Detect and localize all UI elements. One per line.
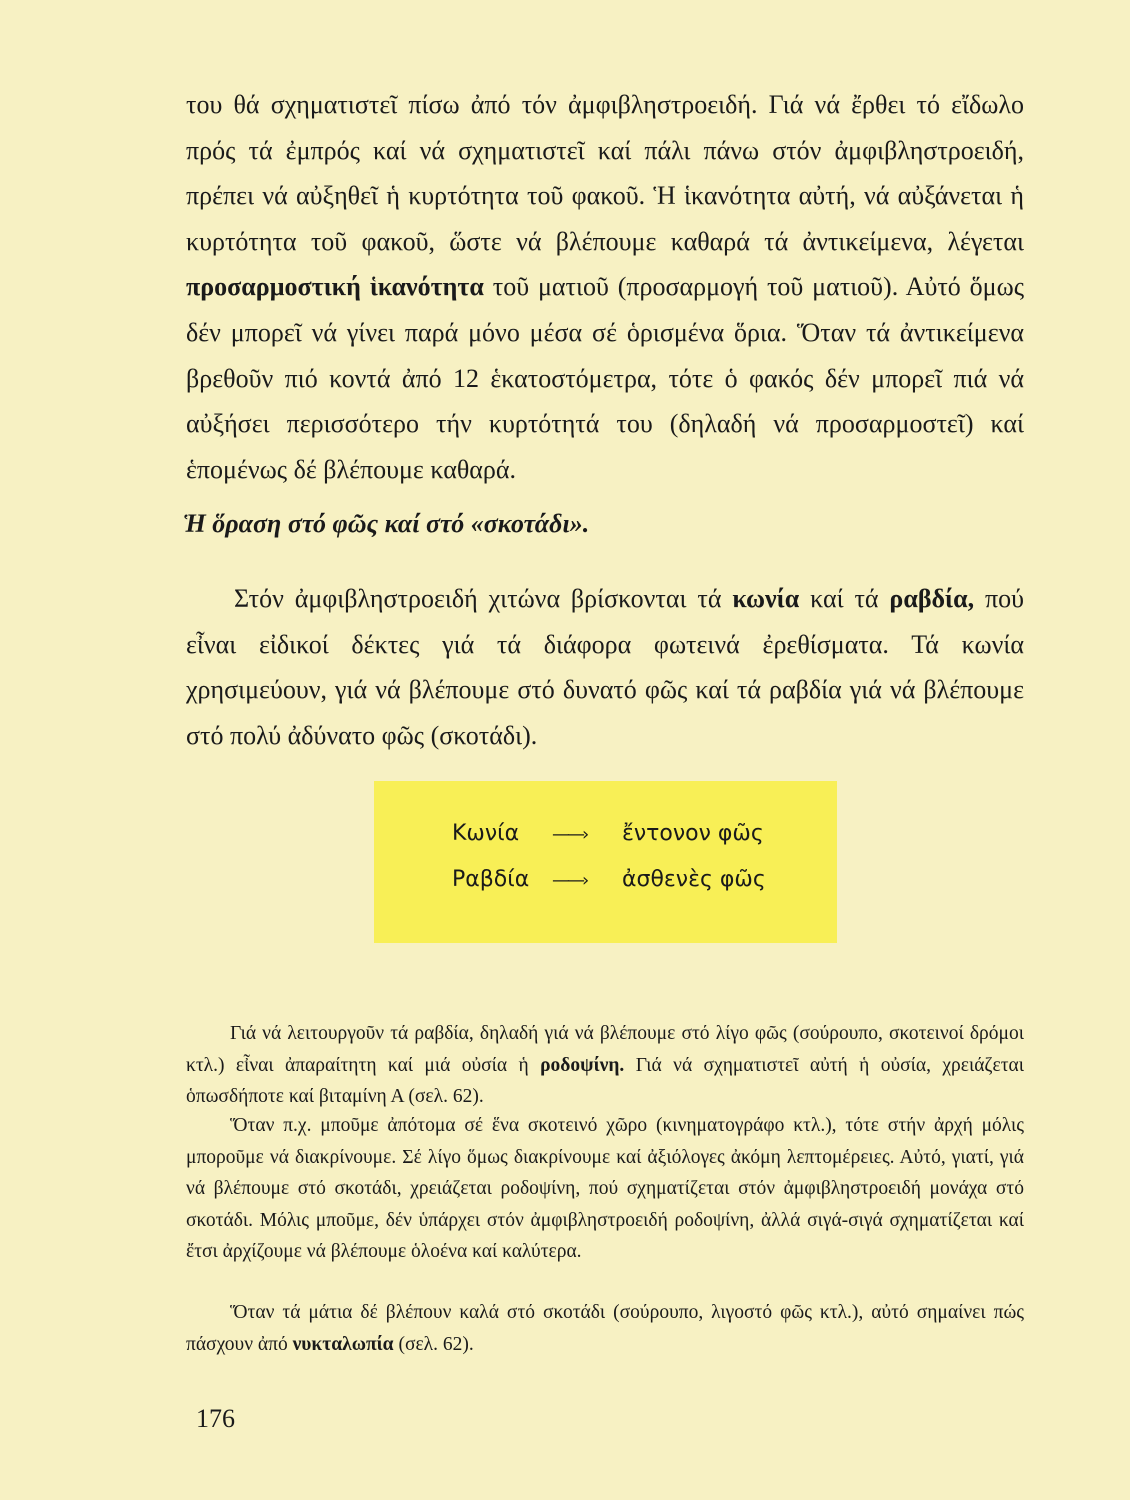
note-night-blindness [186,1297,1024,1360]
paragraph-cones-rods-text-1: Στόν ἀμφιβληστροειδή χιτώνα βρίσκονται τά [234,584,733,613]
paragraph-accommodation-text-end: τοῦ ματιοῦ (προσαρμογή τοῦ ματιοῦ). Αὐτό ὅμως δέν μπορεῖ νά γίνει παρά μόνο μέσα σέ ὁρισμένα ὅρια. Ὅταν τά ἀντικείμενα βρεθοῦν πιό κοντά ἀπό 12 ἑκατοστόμετρα, τότε ὁ φακός δέν μπορεῖ πιά νά αὐξήσει περισσότερο τήν κυρτότητά του (δηλαδή νά προσαρμοστεῖ) καί ἑπομένως δέ βλέπουμε καθαρά. [186,272,1024,484]
paragraph-accommodation [186,82,1024,492]
summary-meaning-intense-light: ἔντονον φῶς [622,821,764,846]
arrow-right-icon: ——› [552,870,587,891]
term-accommodative-ability: προσαρμοστική ἱκανότητα [186,272,484,302]
paragraph-accommodation-text-start: του θά σχηματιστεῖ πίσω ἀπό τόν ἀμφιβληστροειδή. Γιά νά ἔρθει τό εἴδωλο πρός τά ἐμπρός καί νά σχηματιστεῖ καί πάλι πάνω στόν ἀμφιβληστροειδή, πρέπει νά αὐξηθεῖ ἡ κυρτότητα τοῦ φακοῦ. Ἡ ἱκανότητα αὐτή, νά αὐξάνεται ἡ κυρτότητα τοῦ φακοῦ, ὥστε νά βλέπουμε καθαρά τά ἀντικείμενα, λέγεται [186,90,1024,256]
paragraph-cones-rods [186,576,1024,758]
summary-term-cones: Κωνία [452,821,520,846]
arrow-right-icon: ——› [552,824,587,845]
cones-rods-summary-box [374,781,837,943]
note-night-blindness-text-2: (σελ. 62). [393,1333,474,1355]
note-night-blindness-text-1: Ὅταν τά μάτια δέ βλέπουν καλά στό σκοτάδι (σούρουπο, λιγοστό φῶς κτλ.), αὐτό σημαίνει πώς πάσχουν ἀπό [186,1302,1024,1355]
summary-term-rods: Ραβδία [452,867,530,892]
note-rhodopsin [186,1018,1024,1113]
page-number: 176 [196,1404,235,1433]
term-rods: ραβδία, [889,584,975,613]
term-rhodopsin: ροδοψίνη. [540,1054,625,1076]
summary-meaning-weak-light: ἀσθενὲς φῶς [622,867,766,892]
summary-row-cones [452,821,764,846]
note-rhodopsin-text-1: Γιά νά λειτουργοῦν τά ραβδία, δηλαδή γιά νά βλέπουμε στό λίγο φῶς (σούρουπο, σκοτεινοί δρόμοι κτλ.) εἶναι ἀπαραίτητη καί μιά οὐσία ἡ [186,1023,1024,1076]
note-dark-adaptation: Ὅταν π.χ. μποῦμε ἀπότομα σέ ἕνα σκοτεινό χῶρο (κινηματογράφο κτλ.), τότε στήν ἀρχή μόλις μποροῦμε νά διακρίνουμε. Σέ λίγο ὅμως διακρίνουμε καί ἀξιόλογες ἀκόμη λεπτομέρειες. Αὐτό, γιατί, γιά νά βλέπουμε στό σκοτάδι, χρειάζεται ροδοψίνη, πού σχηματίζεται στόν ἀμφιβληστροειδή μονάχα στό σκοτάδι. Μόλις μποῦμε, δέν ὑπάρχει στόν ἀμφιβληστροειδή ροδοψίνη, ἀλλά σιγά-σιγά σχηματίζεται καί ἔτσι ἀρχίζουμε νά βλέπουμε ὁλοένα καί καλύτερα. [186,1115,1024,1263]
paragraph-cones-rods-text-2: καί τά [799,584,890,613]
section-heading: Ἡ ὅραση στό φῶς καί στό «σκοτάδι». [183,509,590,538]
paragraph-cones-rods-text-3: πού εἶναι εἰδικοί δέκτες γιά τά διάφορα φωτεινά ἐρεθίσματα. Τά κωνία χρησιμεύουν, γιά νά βλέπουμε στό δυνατό φῶς καί τά ραβδία γιά νά βλέπουμε στό πολύ ἀδύνατο φῶς (σκοτάδι). [186,584,1025,750]
summary-row-rods [452,867,766,892]
term-night-blindness: νυκταλωπία [292,1333,394,1355]
note-rhodopsin-text-2: Γιά νά σχηματιστεῖ αὐτή ἡ οὐσία, χρειάζεται ὁπωσδήποτε καί βιταμίνη Α (σελ. 62). [186,1054,1024,1108]
term-cones: κωνία [732,584,800,613]
